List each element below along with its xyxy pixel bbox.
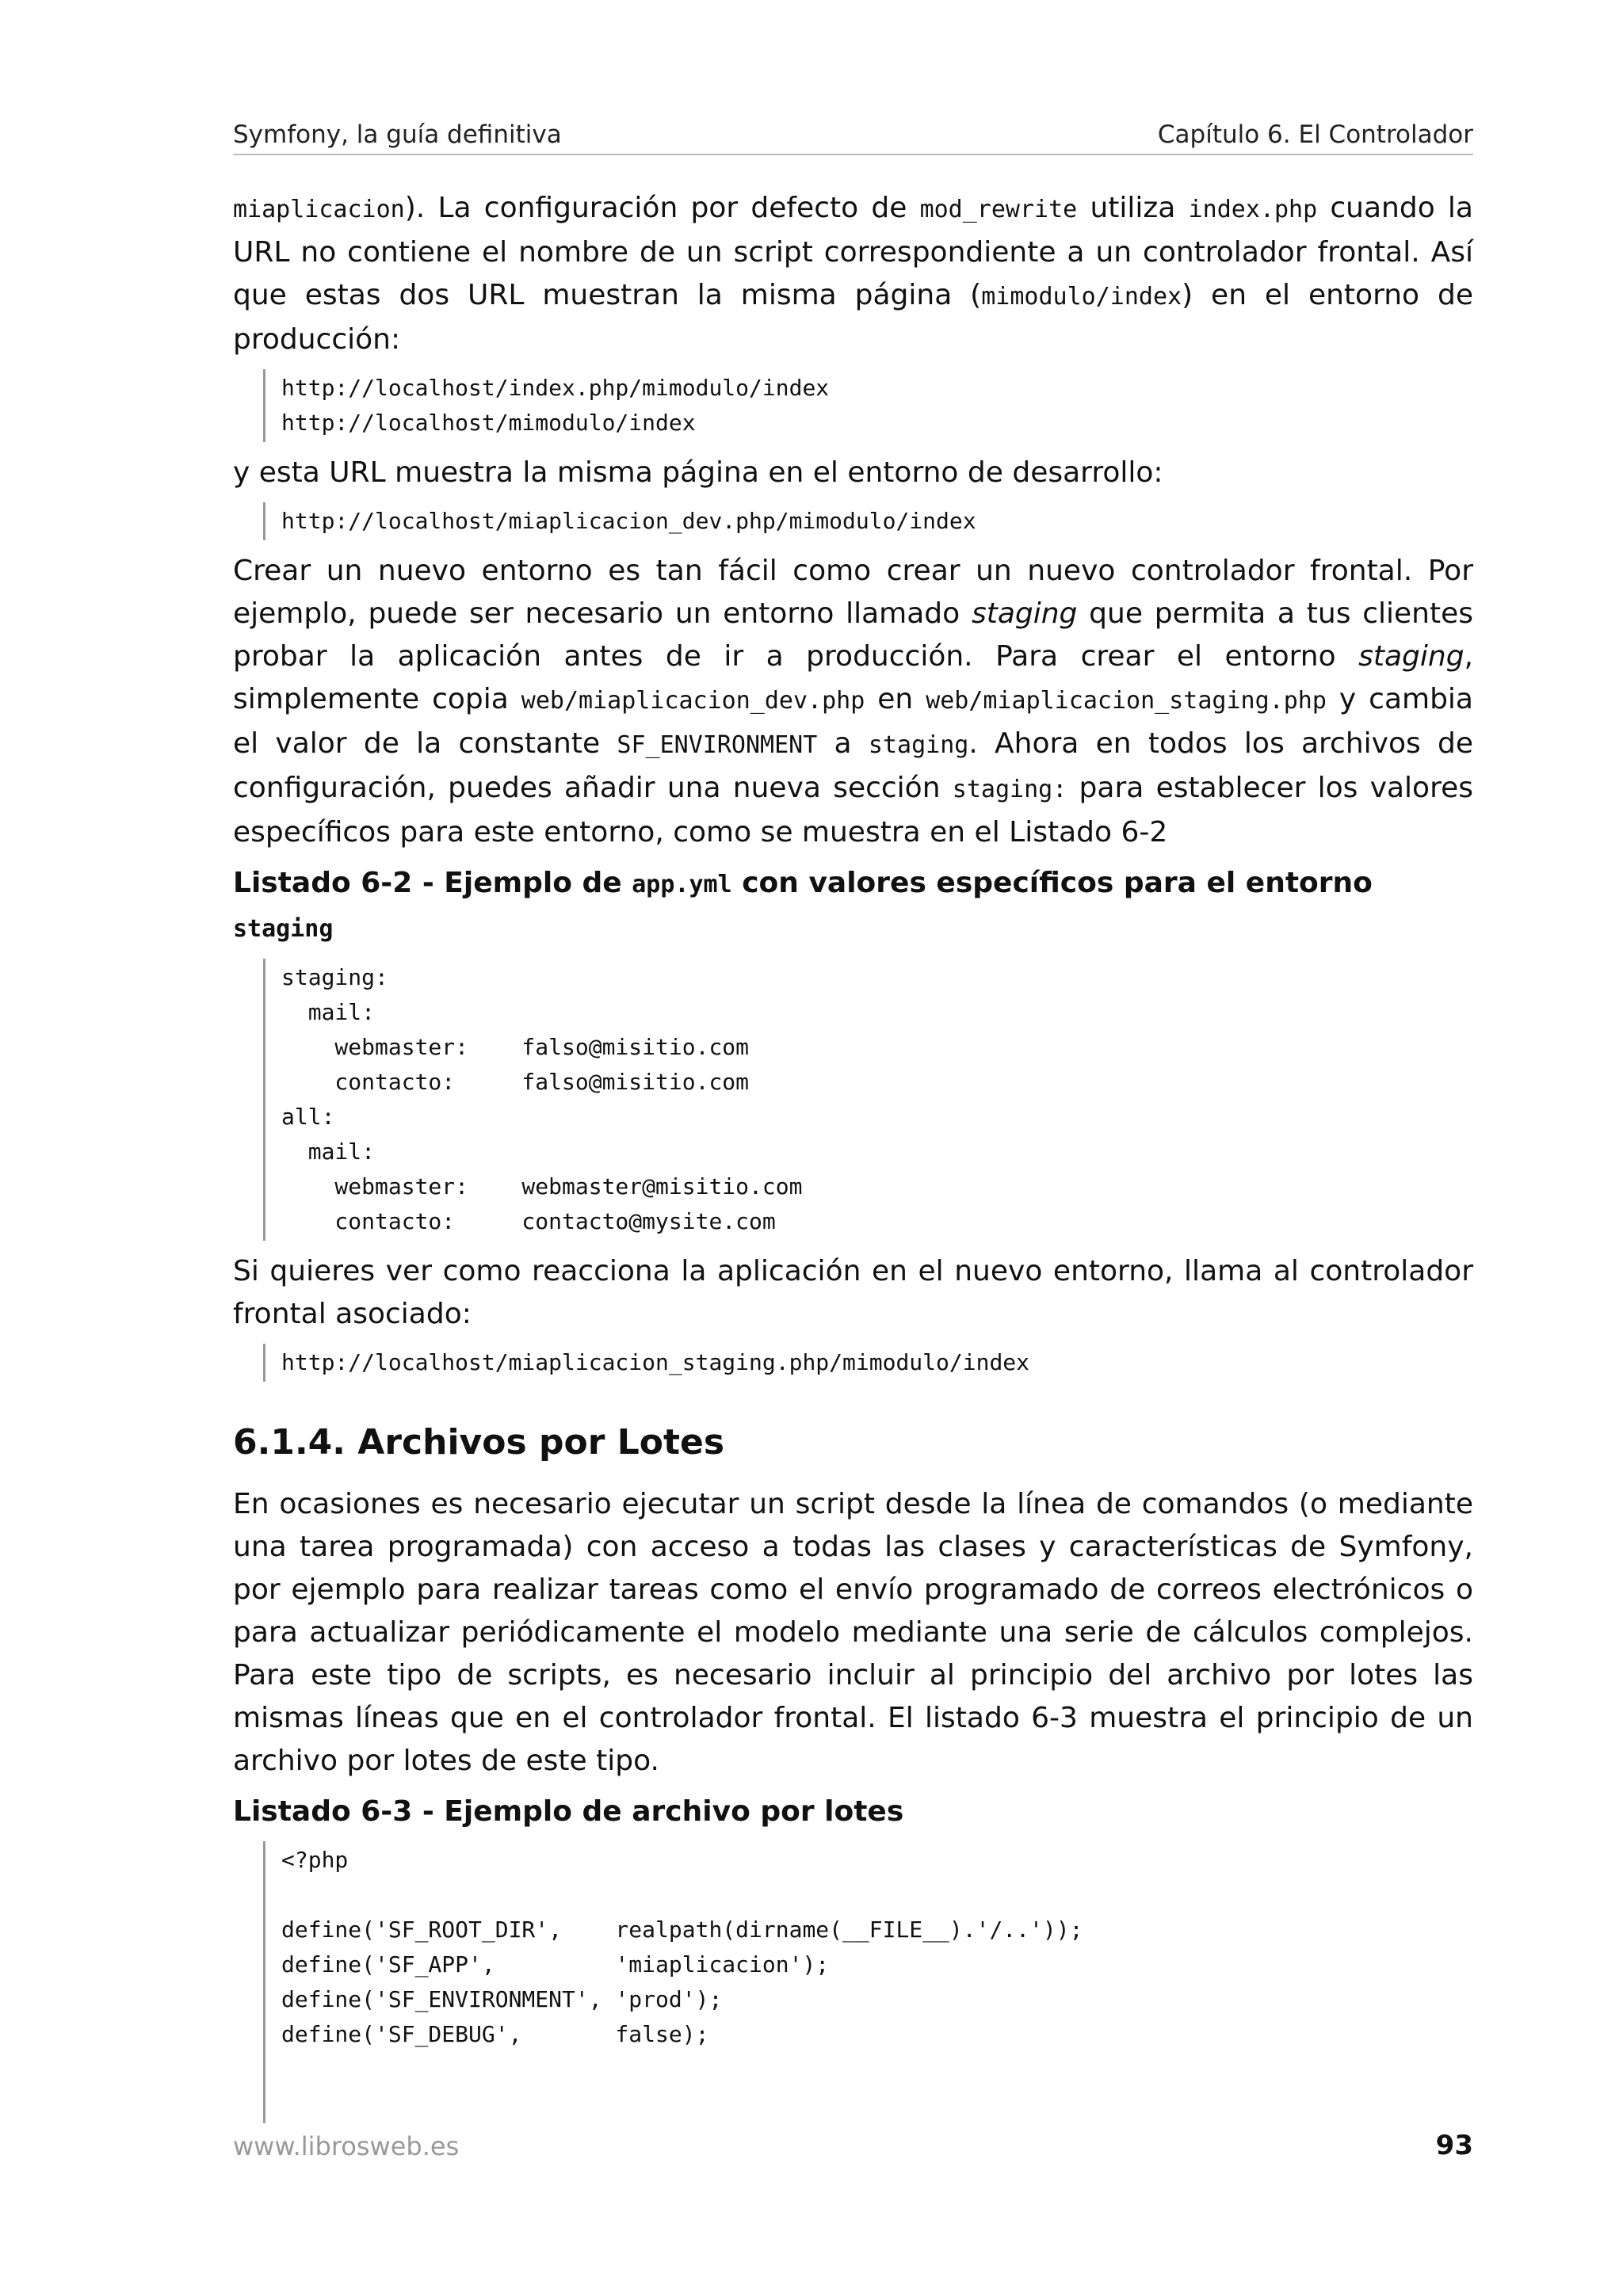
- code-line: webmaster: falso@misitio.com: [281, 1034, 750, 1060]
- text: para establecer los valores específicos para este entorno, como se muestra en el Listado 6-2: [233, 772, 1474, 849]
- text: cuando la URL no contiene el nombre de un script correspondiente a un controlador frontal. Así que estas dos URL muestran la misma página (: [233, 192, 1473, 311]
- text: con valores específicos para el entorno: [731, 867, 1373, 899]
- page-content: [233, 187, 1473, 2133]
- code-line: <?php: [281, 1847, 349, 1873]
- section-heading: 6.1.4. Archivos por Lotes: [233, 1422, 725, 1463]
- inline-code: app.yml: [632, 871, 732, 898]
- code-line: define('SF_ENVIRONMENT', 'prod');: [281, 1986, 723, 2012]
- inline-code: web/miaplicacion_staging.php: [926, 687, 1327, 715]
- code-line: [281, 2052, 1473, 2087]
- inline-code: miaplicacion: [233, 196, 405, 223]
- text: en: [865, 683, 926, 715]
- text: . Ahora en todos los archivos de configuración, puedes añadir una nueva sección: [233, 727, 1473, 804]
- code-block-prod-urls: [263, 369, 1473, 442]
- code-line: define('SF_DEBUG', false);: [281, 2021, 709, 2047]
- inline-code: staging: [868, 731, 969, 759]
- chapter-title: Capítulo 6. El Controlador: [1157, 120, 1473, 149]
- text: utiliza: [1077, 192, 1189, 224]
- code-line: [281, 1878, 1473, 1913]
- page-number: 93: [1435, 2130, 1473, 2161]
- text: a: [817, 727, 869, 760]
- emphasis: staging: [971, 597, 1078, 630]
- code-line: define('SF_APP', 'miaplicacion');: [281, 1951, 830, 1978]
- code-block-dev-url: [263, 502, 1473, 540]
- code-line: contacto: contacto@mysite.com: [281, 1208, 776, 1234]
- text: Crear un nuevo entorno es tan fácil como crear un nuevo controlador frontal. Por ejemplo, puede ser necesario un entorno llamado: [233, 555, 1473, 630]
- code-line: webmaster: webmaster@misitio.com: [281, 1173, 803, 1199]
- code-block-batch-php: [263, 1841, 1473, 2123]
- inline-code: staging: [233, 915, 334, 943]
- code-line: mail:: [281, 1138, 376, 1165]
- code-line: define('SF_ROOT_DIR', realpath(dirname(__FILE__).'/..'));: [281, 1917, 1083, 1943]
- listing-title-6-2: [233, 862, 1473, 951]
- code-line: http://localhost/miaplicacion_staging.php/mimodulo/index: [281, 1349, 1030, 1375]
- text: ) en el entorno de producción:: [233, 279, 1473, 356]
- code-line: mail:: [281, 999, 376, 1025]
- footer-website-link[interactable]: www.librosweb.es: [233, 2131, 460, 2161]
- text: ). La configuración por defecto de: [404, 192, 920, 224]
- text: , simplemente copia: [233, 640, 1473, 715]
- listing-title-6-3: Listado 6-3 - Ejemplo de archivo por lotes: [233, 1795, 904, 1828]
- code-line: [281, 2087, 1473, 2122]
- book-title: Symfony, la guía definitiva: [233, 120, 562, 149]
- inline-code: mod_rewrite: [919, 196, 1078, 223]
- page-header: [233, 117, 1473, 155]
- text: Listado 6-2 - Ejemplo de: [233, 867, 632, 899]
- paragraph-new-environment: [233, 550, 1473, 854]
- code-line: http://localhost/miaplicacion_dev.php/mimodulo/index: [281, 508, 976, 534]
- paragraph-intro: [233, 187, 1473, 361]
- inline-code: SF_ENVIRONMENT: [617, 731, 818, 759]
- inline-code: index.php: [1188, 196, 1318, 223]
- code-line: staging:: [281, 964, 388, 990]
- paragraph-batch: En ocasiones es necesario ejecutar un script desde la línea de comandos (o mediante una tarea programada) con acceso a todas las clases y características de Symfony, por ejemplo para realizar tareas como el envío programado de correos electrónicos o para actualizar periódicamente el modelo mediante una serie de cálculos complejos. Para este tipo de scripts, es necesario incluir al principio del archivo por lotes las mismas líneas que en el controlador frontal. El listado 6-3 muestra el principio de un archivo por lotes de este tipo.: [233, 1488, 1473, 1777]
- inline-code: web/miaplicacion_dev.php: [521, 687, 865, 715]
- code-line: http://localhost/mimodulo/index: [281, 410, 696, 436]
- paragraph-staging: Si quieres ver como reacciona la aplicación en el nuevo entorno, llama al controlador frontal asociado:: [233, 1255, 1473, 1330]
- paragraph-dev: y esta URL muestra la misma página en el entorno de desarrollo:: [233, 456, 1163, 489]
- code-block-staging-url: [263, 1344, 1473, 1382]
- inline-code: mimodulo/index: [981, 283, 1182, 311]
- text: y cambia el valor de la constante: [233, 683, 1473, 760]
- code-line: contacto: falso@misitio.com: [281, 1069, 750, 1095]
- inline-code: staging:: [952, 776, 1067, 803]
- text: que permita a tus clientes probar la aplicación antes de ir a producción. Para crear el entorno: [233, 597, 1473, 673]
- emphasis: staging: [1358, 640, 1465, 673]
- code-line: all:: [281, 1104, 335, 1130]
- code-line: http://localhost/index.php/mimodulo/index: [281, 375, 830, 401]
- code-block-app-yml: [263, 959, 1473, 1241]
